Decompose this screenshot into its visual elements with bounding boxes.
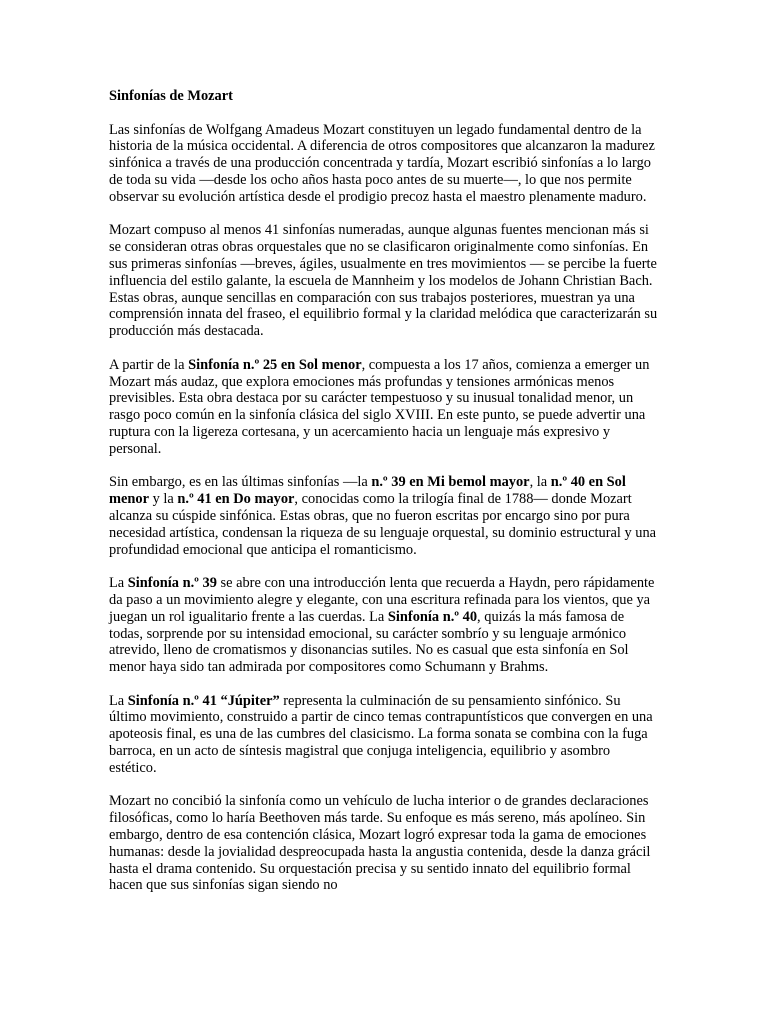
text-run: , la bbox=[529, 474, 551, 491]
text-run: se abre con una introducción lenta que recuerda a Haydn, pero rápidamente da paso a un movimiento alegre y elegante, con una escritura refinada para los vientos, que ya juegan un rol igualitario frente a las cuerdas. La bbox=[109, 575, 655, 625]
paragraph bbox=[109, 222, 661, 340]
bold-text: Sinfonía n.º 41 “Júpiter” bbox=[127, 692, 280, 709]
text-run: representa la culminación de su pensamiento sinfónico. Su último movimiento, construido a partir de cinco temas contrapuntísticos que convergen en una apoteosis final, es una de las cumbres del clasicismo. La forma sonata se combina con la fuga barroca, en un acto de síntesis magistral que conjuga inteligencia, equilibrio y asombro estético. bbox=[109, 692, 653, 776]
text-run: Mozart no concibió la sinfonía como un vehículo de lucha interior o de grandes declaraciones filosóficas, como lo haría Beethoven más tarde. Su enfoque es más sereno, más apolíneo. Sin embargo, dentro de esa contención clásica, Mozart logró expresar toda la gama de emociones humanas: desde la jovialidad despreocupada hasta la angustia contenida, desde la danza grácil hasta el drama contenido. Su orquestación precisa y su sentido innato del equilibrio formal hacen que sus sinfonías sigan siendo no bbox=[109, 793, 651, 894]
paragraph bbox=[109, 122, 661, 206]
text-run: A partir de la bbox=[109, 356, 189, 373]
paragraph bbox=[109, 793, 661, 894]
text-run: y la bbox=[148, 491, 178, 508]
text-run: La bbox=[109, 575, 128, 592]
bold-text: Sinfonía n.º 25 en Sol menor bbox=[188, 356, 362, 373]
text-run: Sin embargo, es en las últimas sinfonías —la bbox=[109, 474, 372, 491]
bold-text: n.º 41 en Do mayor bbox=[177, 491, 295, 508]
bold-text: n.º 40 en Sol menor bbox=[109, 474, 626, 508]
text-run: La bbox=[109, 692, 128, 709]
text-run: Mozart compuso al menos 41 sinfonías numeradas, aunque algunas fuentes mencionan más si se consideran otras obras orquestales que no se clasificaron originalmente como sinfonías. En sus primeras sinfonías —breves, ágiles, usualmente en tres movimientos — se percibe la fuerte influencia del estilo galante, la escuela de Mannheim y los modelos de Johann Christian Bach. Estas obras, aunque sencillas en comparación con sus trabajos posteriores, muestran ya una comprensión innata del fraseo, el equilibrio formal y la claridad melódica que caracterizarán su producción más destacada. bbox=[109, 222, 658, 340]
bold-text: n.º 39 en Mi bemol mayor bbox=[371, 474, 530, 491]
paragraph bbox=[109, 357, 661, 458]
paragraph bbox=[109, 693, 661, 777]
bold-text: Sinfonía n.º 39 bbox=[127, 575, 217, 592]
document-page bbox=[109, 88, 661, 911]
paragraph bbox=[109, 474, 661, 558]
text-run: , compuesta a los 17 años, comienza a emerger un Mozart más audaz, que explora emociones más profundas y tensiones armónicas menos previsibles. Esta obra destaca por su carácter tempestuoso y su inusual tonalidad menor, un rasgo poco común en la sinfonía clásica del siglo XVIII. En este punto, se puede advertir una ruptura con la ligereza cortesana, y un acercamiento hacia un lenguaje más expresivo y personal. bbox=[109, 356, 650, 457]
text-run: , conocidas como la trilogía final de 1788— donde Mozart alcanza su cúspide sinfónica. Estas obras, que no fueron escritas por encargo sino por pura necesidad artística, condensan la riqueza de su lenguaje orquestal, su dominio estructural y una profundidad emocional que anticipa el romanticismo. bbox=[109, 491, 657, 558]
document-title: Sinfonías de Mozart bbox=[109, 88, 233, 104]
paragraph bbox=[109, 575, 661, 676]
bold-text: Sinfonía n.º 40 bbox=[387, 608, 478, 625]
text-run: Las sinfonías de Wolfgang Amadeus Mozart constituyen un legado fundamental dentro de la historia de la música occidental. A diferencia de otros compositores que alcanzaron la madurez sinfónica a través de una producción concentrada y tardía, Mozart escribió sinfonías a lo largo de toda su vida —desde los ocho años hasta poco antes de su muerte—, lo que nos permite observar su evolución artística desde el prodigio precoz hasta el maestro plenamente maduro. bbox=[109, 121, 655, 205]
document-body bbox=[109, 122, 661, 895]
text-run: , quizás la más famosa de todas, sorprende por su intensidad emocional, su carácter sombrío y su lenguaje armónico atrevido, lleno de cromatismos y disonancias sutiles. No es casual que esta sinfonía en Sol menor haya sido tan admirada por compositores como Schumann y Brahms. bbox=[109, 608, 629, 676]
